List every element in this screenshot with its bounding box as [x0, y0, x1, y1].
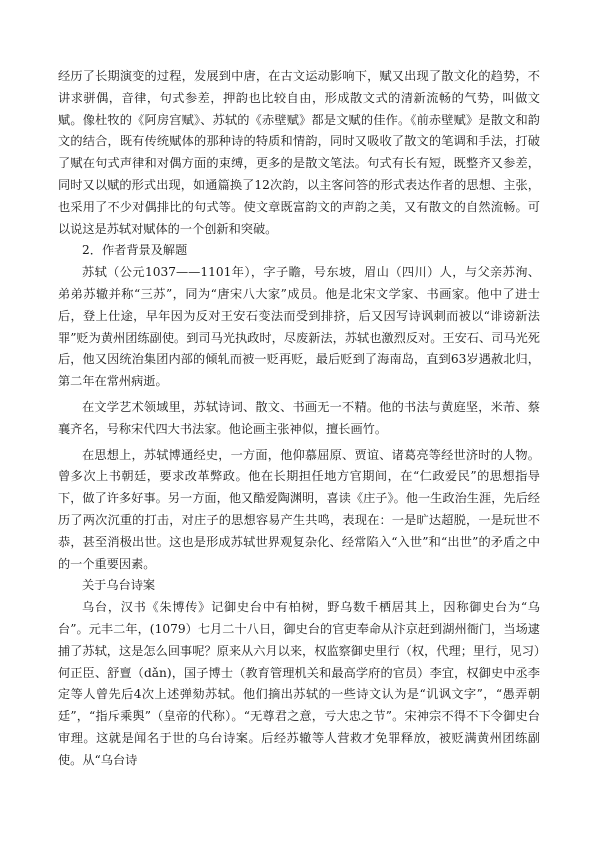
paragraph-wenfu-intro: 经历了长期演变的过程，发展到中唐，在古文运动影响下，赋又出现了散文化的趋势，不讲求骈偶，音律，句式参差，押韵也比较自由，形成散文式的清新流畅的气势，叫做文赋。像杜牧的《阿房宫赋》、苏轼的《赤壁赋》都是文赋的佳作。《前赤壁赋》是散文和韵文的结合，既有传统赋体的那种诗的特质和情韵，同时又吸收了散文的笔调和手法，打破了赋在句式声律和对偶方面的束缚，更多的是散文笔法。句式有长有短，既整齐又参差，同时又以赋的形式出现，如通篇换了12次韵，以主客问答的形式表达作者的思想、主张，也采用了不少对偶排比的句式等。使文章既富韵文的声韵之美，又有散文的自然流畅。可以说这是苏轼对赋体的一个创新和突破。	[58, 69, 540, 236]
paragraph-su-shi-biography: 苏轼（公元1037——1101年），字子瞻，号东坡，眉山（四川）人，与父亲苏洵、弟弟苏辙并称“三苏”，同为“唐宋八大家”成员。他是北宋文学家、书画家。他中了进士后，登上仕途，早年因为反对王安石变法而受到排挤，后又因写诗讽刺而被以“诽谤新法罪”贬为黄州团练副使。到司马光执政时，尽废新法，苏轼也激烈反对。王安石、司马光死后，他又因统治集团内部的倾轧而被一贬再贬，最后贬到了海南岛，直到63岁遇赦北归，第二年在常州病逝。	[58, 265, 540, 389]
paragraph-su-shi-thought: 在思想上，苏轼博通经史，一方面，他仰慕屈原、贾谊、诸葛亮等经世济时的人物。曾多次上书朝廷，要求改革弊政。他在长期担任地方官期间，在“仁政爱民”的思想指导下，做了许多好事。另一方面，他又酷爱陶渊明，喜读《庄子》。他一生政治生涯，先后经历了两次沉重的打击，对庄子的思想容易产生共鸣，表现在：一是旷达超脱，一是玩世不恭，甚至消极出世。这也是形成苏轼世界观复杂化、经常陷入“入世”和“出世”的矛盾之中的一个重要因素。	[58, 447, 540, 571]
document-body	[58, 66, 540, 772]
section-heading-author-background: 2．作者背景及解题	[82, 243, 188, 258]
section-heading-wutai-case: 关于乌台诗案	[82, 578, 156, 593]
paragraph-su-shi-art: 在文学艺术领域里，苏轼诗词、散文、书画无一不精。他的书法与黄庭坚，米芾、蔡襄齐名，号称宋代四大书法家。他论画主张神似，擅长画竹。	[58, 399, 540, 436]
paragraph-wutai-case: 乌台，汉书《朱博传》记御史台中有柏树，野乌数千栖居其上，因称御史台为“乌台”。元丰二年，(1079）七月二十八日，御史台的官吏奉命从汴京赶到湖州衙门，当场逮捕了苏轼，这是怎么回事呢？原来从六月以来，权监察御史里行（权，代理；里行，见习）何正臣、舒亶（dǎn)，国子博士（教育管理机关和最高学府的官员）李宜，权御史中丞李定等人曾先后4次上述弹劾苏轼。他们摘出苏轼的一些诗文认为是“讥讽文字”，“愚弄朝廷”，“指斥乘舆”（皇帝的代称）。“无尊君之意，亏大忠之节”。宋神宗不得不下令御史台审理。这就是闻名于世的乌台诗案。后经苏辙等人营救才免罪释放，被贬满黄州团练副使。从“乌台诗	[58, 600, 540, 767]
